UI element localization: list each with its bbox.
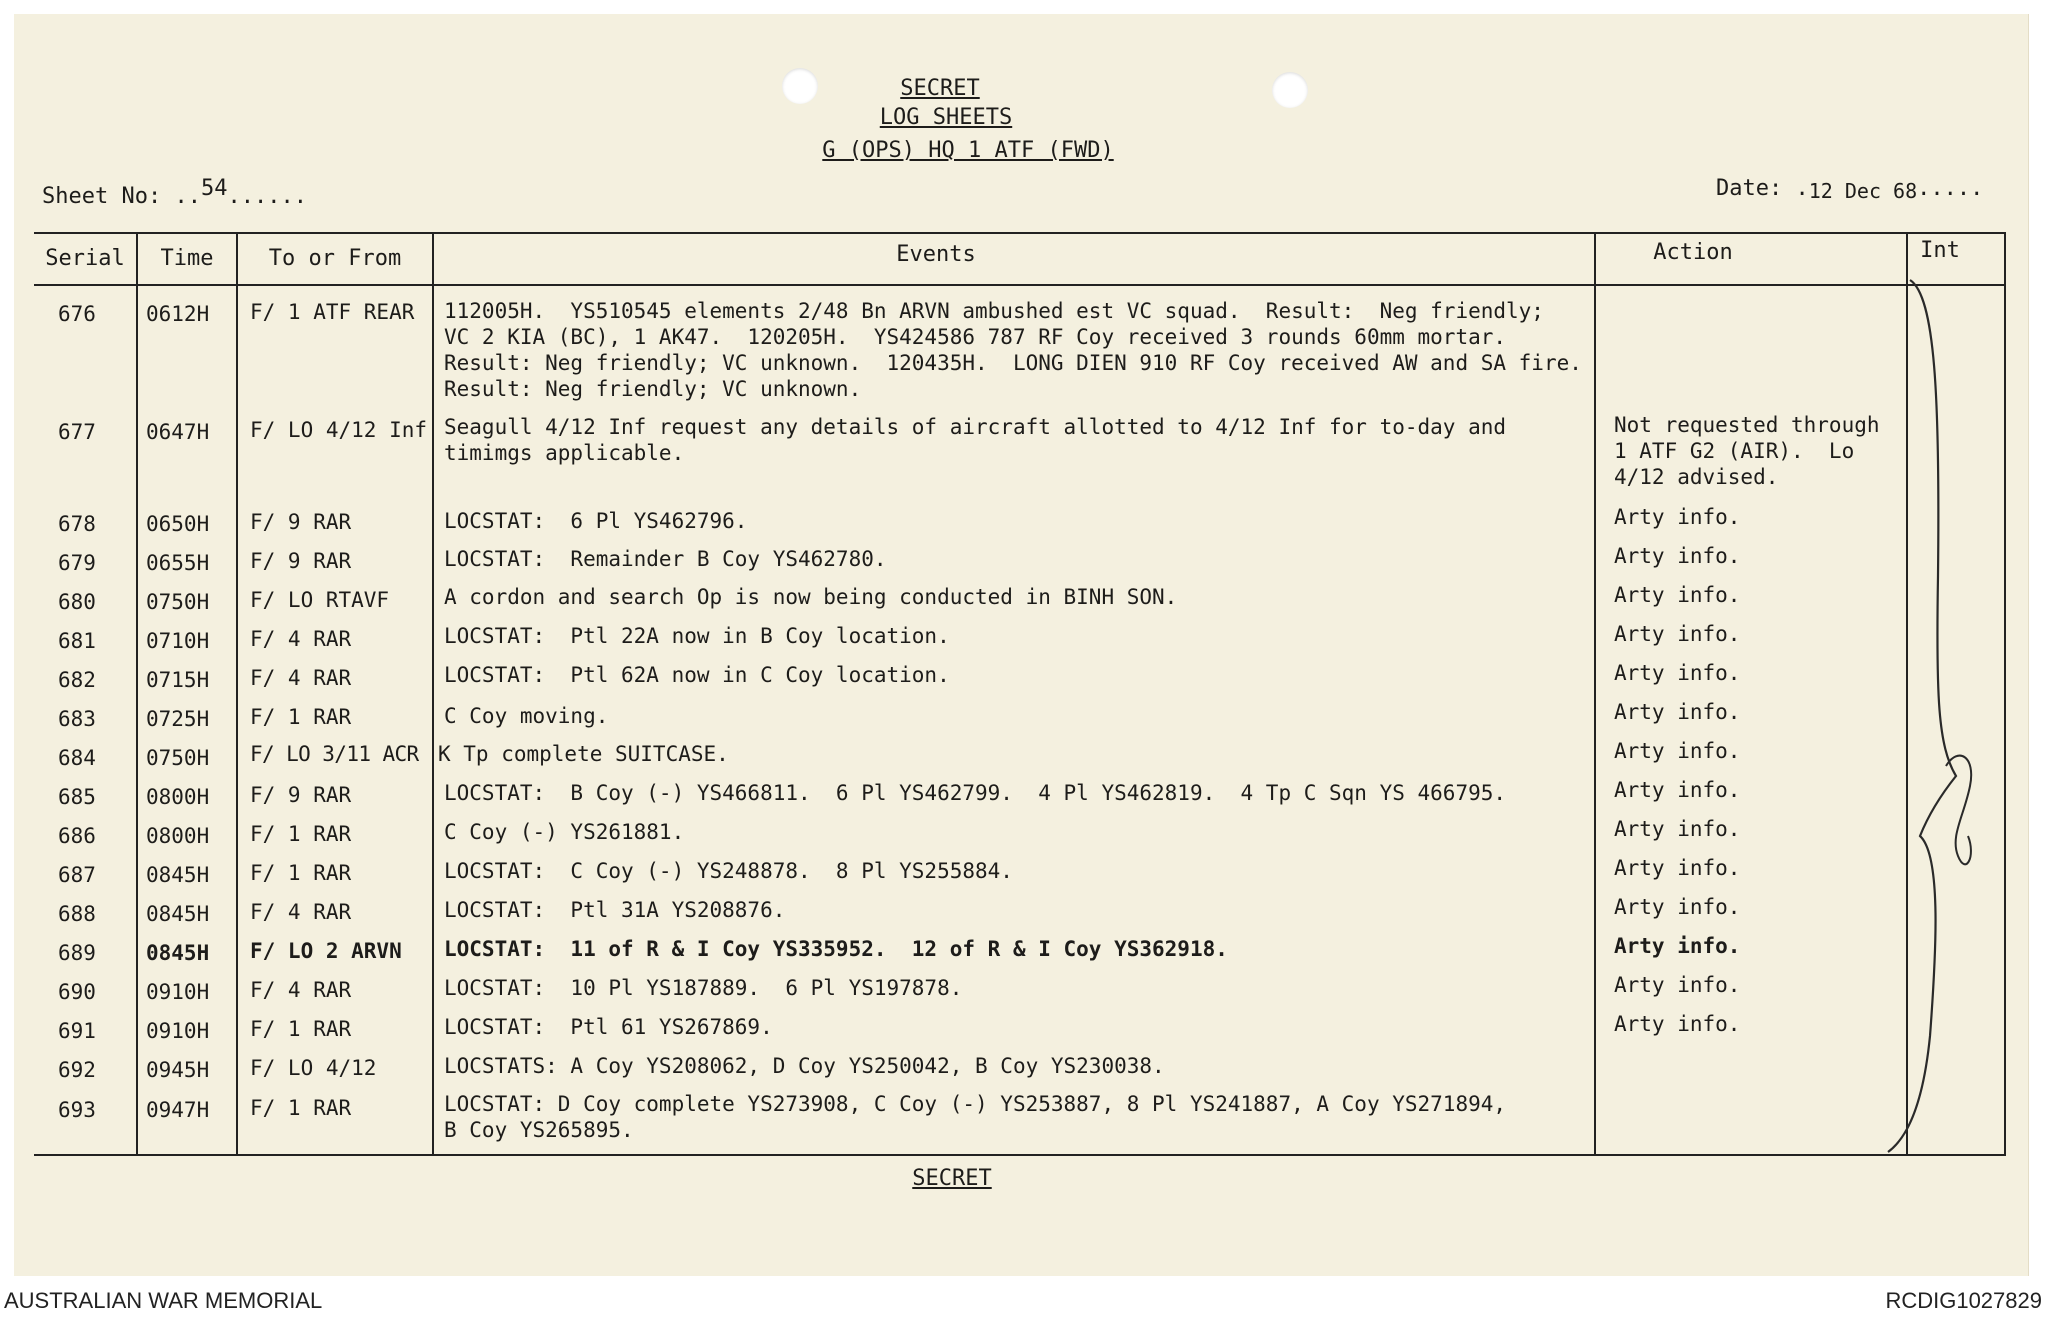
- row-from: F/ LO 4/12 Inf: [250, 418, 428, 442]
- row-time: 0910H: [146, 1019, 210, 1043]
- row-action: Not requested through 1 ATF G2 (AIR). Lo 4/12 advised.: [1614, 413, 1880, 489]
- row-serial: 692: [58, 1058, 96, 1082]
- row-from: F/ 1 RAR: [250, 1017, 352, 1041]
- row-time: 0612H: [146, 302, 210, 326]
- row-from: F/ 4 RAR: [250, 900, 352, 924]
- table-top-rule: [34, 232, 2006, 234]
- row-events: A cordon and search Op is now being conducted in BINH SON.: [444, 585, 1178, 609]
- row-from: F/ 1 RAR: [250, 705, 352, 729]
- row-events: LOCSTAT: Ptl 22A now in B Coy location.: [444, 624, 950, 648]
- row-time: 0800H: [146, 824, 210, 848]
- date-line: Date: .12 Dec 68.....: [1716, 176, 1984, 203]
- row-from: F/ 1 ATF REAR: [250, 300, 415, 324]
- row-events: LOCSTAT: Ptl 61 YS267869.: [444, 1015, 773, 1039]
- row-from: F/ 9 RAR: [250, 549, 352, 573]
- row-from: F/ LO RTAVF: [250, 588, 390, 612]
- row-events: Seagull 4/12 Inf request any details of aircraft allotted to 4/12 Inf for to-day and timimgs applicable.: [444, 415, 1507, 465]
- col-header-time: Time: [160, 246, 214, 271]
- row-action: Arty info.: [1614, 583, 1741, 607]
- row-action: Arty info.: [1614, 505, 1741, 529]
- row-from: F/ 9 RAR: [250, 783, 352, 807]
- row-serial: 691: [58, 1019, 96, 1043]
- row-events: LOCSTAT: 11 of R & I Coy YS335952. 12 of R & I Coy YS362918.: [444, 937, 1228, 961]
- credit-right: RCDIG1027829: [1885, 1288, 2042, 1313]
- row-from: F/ LO 3/11 ACR: [250, 742, 419, 766]
- row-serial: 689: [58, 941, 96, 965]
- header-classification: SECRET: [900, 76, 980, 101]
- row-time: 0845H: [146, 902, 210, 926]
- row-events: LOCSTAT: Remainder B Coy YS462780.: [444, 547, 887, 571]
- row-serial: 677: [58, 420, 96, 444]
- column-divider: [432, 232, 434, 1156]
- row-time: 0945H: [146, 1058, 210, 1082]
- sheet-label: Sheet No:: [42, 184, 162, 209]
- row-time: 0710H: [146, 629, 210, 653]
- row-serial: 687: [58, 863, 96, 887]
- col-header-int: Int: [1920, 238, 1960, 263]
- row-events: LOCSTATS: A Coy YS208062, D Coy YS250042, B Coy YS230038.: [444, 1054, 1165, 1078]
- row-events: K Tp complete SUITCASE.: [438, 742, 729, 766]
- row-action: Arty info.: [1614, 817, 1741, 841]
- row-from: F/ LO 4/12: [250, 1056, 377, 1080]
- row-action: Arty info.: [1614, 700, 1741, 724]
- row-action: Arty info.: [1614, 778, 1741, 802]
- col-header-action: Action: [1653, 240, 1733, 265]
- int-bracket-mark: [1880, 276, 1980, 1156]
- row-events: LOCSTAT: C Coy (-) YS248878. 8 Pl YS255884.: [444, 859, 1013, 883]
- row-serial: 682: [58, 668, 96, 692]
- row-action: Arty info.: [1614, 739, 1741, 763]
- row-time: 0647H: [146, 420, 210, 444]
- row-from: F/ 1 RAR: [250, 861, 352, 885]
- column-divider: [1594, 232, 1596, 1156]
- row-from: F/ 4 RAR: [250, 627, 352, 651]
- row-events: LOCSTAT: Ptl 31A YS208876.: [444, 898, 786, 922]
- sheet-number: Sheet No: ..54......: [42, 176, 307, 209]
- row-serial: 690: [58, 980, 96, 1004]
- row-from: F/ 1 RAR: [250, 822, 352, 846]
- col-header-to-from: To or From: [268, 246, 402, 271]
- row-action: Arty info.: [1614, 622, 1741, 646]
- row-action: Arty info.: [1614, 973, 1741, 997]
- row-from: F/ 1 RAR: [250, 1096, 352, 1120]
- row-events: LOCSTAT: 6 Pl YS462796.: [444, 509, 748, 533]
- row-from: F/ 4 RAR: [250, 666, 352, 690]
- row-time: 0947H: [146, 1098, 210, 1122]
- footer-classification: SECRET: [912, 1166, 992, 1191]
- row-serial: 683: [58, 707, 96, 731]
- row-events: LOCSTAT: Ptl 62A now in C Coy location.: [444, 663, 950, 687]
- row-time: 0715H: [146, 668, 210, 692]
- row-serial: 680: [58, 590, 96, 614]
- row-serial: 686: [58, 824, 96, 848]
- date-value: 12 Dec 68: [1808, 179, 1918, 203]
- row-serial: 676: [58, 302, 96, 326]
- row-action: Arty info.: [1614, 544, 1741, 568]
- row-time: 0655H: [146, 551, 210, 575]
- row-events: C Coy moving.: [444, 704, 609, 728]
- row-action: Arty info.: [1614, 661, 1741, 685]
- date-label: Date:: [1716, 176, 1783, 201]
- row-action: Arty info.: [1614, 856, 1741, 880]
- row-serial: 681: [58, 629, 96, 653]
- column-divider: [236, 232, 238, 1156]
- row-serial: 678: [58, 512, 96, 536]
- row-time: 0725H: [146, 707, 210, 731]
- row-action: Arty info.: [1614, 1012, 1741, 1036]
- row-events: 112005H. YS510545 elements 2/48 Bn ARVN ambushed est VC squad. Result: Neg friendly; VC 2 KIA (BC), 1 AK47. 120205H. YS424586 787 RF Coy received 3 rounds 60mm mortar. Result: Neg friendly; VC unknown. 120435H. LONG DIEN 910 RF Coy received AW and SA fire. Result: Neg friendly; VC unknown.: [444, 299, 1582, 401]
- credit-left: AUSTRALIAN WAR MEMORIAL: [4, 1288, 323, 1313]
- row-serial: 693: [58, 1098, 96, 1122]
- row-from: F/ 9 RAR: [250, 510, 352, 534]
- bracket-stroke: [1888, 280, 1956, 1152]
- row-from: F/ 4 RAR: [250, 978, 352, 1002]
- row-events: C Coy (-) YS261881.: [444, 820, 685, 844]
- col-header-events: Events: [896, 242, 976, 267]
- row-time: 0650H: [146, 512, 210, 536]
- row-time: 0845H: [146, 941, 210, 965]
- table-header-rule: [34, 284, 2006, 286]
- row-action: Arty info.: [1614, 895, 1741, 919]
- row-events: LOCSTAT: D Coy complete YS273908, C Coy (-) YS253887, 8 Pl YS241887, A Coy YS271894, B Coy YS265895.: [444, 1092, 1507, 1142]
- header-title: LOG SHEETS: [879, 105, 1013, 130]
- table-bottom-rule: [34, 1154, 2006, 1156]
- row-serial: 688: [58, 902, 96, 926]
- table-right-rule: [2004, 232, 2006, 1156]
- row-time: 0845H: [146, 863, 210, 887]
- row-serial: 685: [58, 785, 96, 809]
- row-time: 0800H: [146, 785, 210, 809]
- row-action: Arty info.: [1614, 934, 1741, 958]
- row-events: LOCSTAT: B Coy (-) YS466811. 6 Pl YS462799. 4 Pl YS462819. 4 Tp C Sqn YS 466795.: [444, 781, 1507, 805]
- row-time: 0750H: [146, 746, 210, 770]
- header-unit: G (OPS) HQ 1 ATF (FWD): [822, 138, 1114, 163]
- initials-stroke: [1946, 756, 1971, 865]
- sheet-value: 54: [200, 176, 228, 201]
- col-header-serial: Serial: [45, 246, 125, 271]
- row-time: 0910H: [146, 980, 210, 1004]
- row-events: LOCSTAT: 10 Pl YS187889. 6 Pl YS197878.: [444, 976, 963, 1000]
- column-divider: [136, 232, 138, 1156]
- row-serial: 679: [58, 551, 96, 575]
- row-from: F/ LO 2 ARVN: [250, 939, 402, 963]
- row-serial: 684: [58, 746, 96, 770]
- row-time: 0750H: [146, 590, 210, 614]
